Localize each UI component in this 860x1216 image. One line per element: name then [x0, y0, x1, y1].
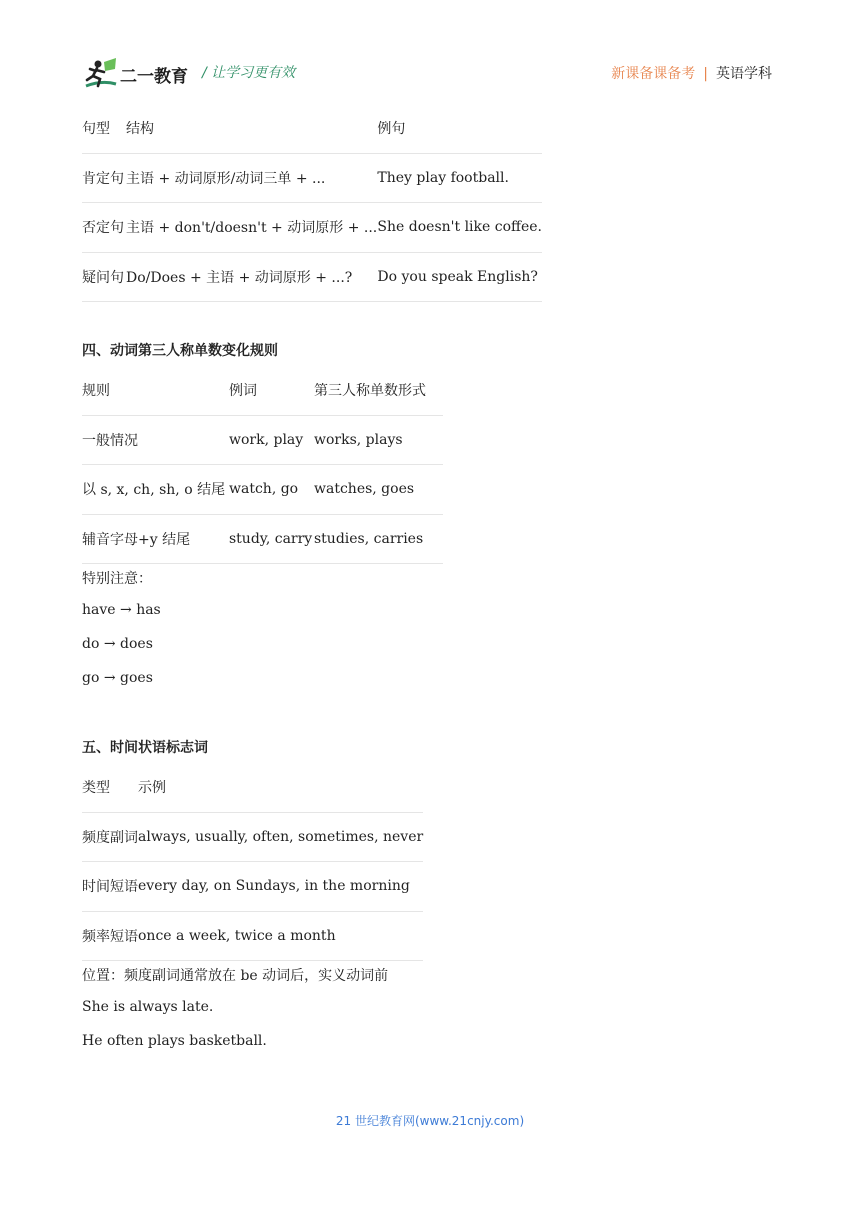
table-row: [82, 203, 542, 253]
table-header-row: [82, 104, 542, 153]
column-header: 类型: [82, 763, 138, 812]
brand-logo: [82, 56, 190, 90]
header-separator: |: [703, 66, 708, 82]
table-cell: 一般情况: [82, 415, 229, 465]
section-heading: 四、动词第三人称单数变化规则: [82, 343, 278, 359]
column-header: 例句: [377, 104, 542, 153]
table-cell: 肯定句: [82, 153, 126, 203]
note-item: do → does: [82, 636, 153, 652]
column-header: 规则: [82, 366, 229, 415]
column-header: 结构: [126, 104, 377, 153]
table-cell: study, carry: [229, 514, 314, 564]
table-row: [82, 514, 443, 564]
table-cell: 以 s, x, ch, sh, o 结尾: [82, 465, 229, 515]
table-cell: watch, go: [229, 465, 314, 515]
logo-text: 二一教育: [120, 67, 188, 87]
table-cell: 频度副词: [82, 812, 138, 862]
table-cell: Do you speak English?: [377, 252, 542, 302]
table-cell: 时间短语: [82, 862, 138, 912]
table-cell: 否定句: [82, 203, 126, 253]
column-header: 示例: [138, 763, 423, 812]
third-person-rules-table: [82, 366, 443, 564]
example-sentence: She is always late.: [82, 999, 214, 1015]
column-header: 第三人称单数形式: [314, 366, 443, 415]
table-cell: 频率短语: [82, 911, 138, 961]
table-row: [82, 153, 542, 203]
table-cell: watches, goes: [314, 465, 443, 515]
table-cell: They play football.: [377, 153, 542, 203]
column-header: 句型: [82, 104, 126, 153]
table-cell: 主语 + 动词原形/动词三单 + ...: [126, 153, 377, 203]
table-cell: work, play: [229, 415, 314, 465]
column-header: 例词: [229, 366, 314, 415]
table-cell: 疑问句: [82, 252, 126, 302]
table-row: [82, 252, 542, 302]
page-header: [82, 56, 772, 92]
section-heading: 五、时间状语标志词: [82, 740, 208, 756]
table-cell: 辅音字母+y 结尾: [82, 514, 229, 564]
slogan: / 让学习更有效: [202, 65, 296, 81]
example-sentence: He often plays basketball.: [82, 1033, 267, 1049]
sentence-type-table: [82, 104, 542, 302]
table-row: [82, 465, 443, 515]
table-cell: studies, carries: [314, 514, 443, 564]
table-row: [82, 415, 443, 465]
header-tag: 新课备课备考: [611, 66, 696, 82]
table-row: [82, 911, 423, 961]
table-header-row: [82, 763, 423, 812]
page-footer[interactable]: 21 世纪教育网(www.21cnjy.com): [335, 1114, 525, 1128]
note-item: have → has: [82, 602, 161, 618]
table-row: [82, 862, 423, 912]
note-item: go → goes: [82, 670, 153, 686]
table-header-row: [82, 366, 443, 415]
time-adverbial-table: [82, 763, 423, 961]
table-cell: always, usually, often, sometimes, never: [138, 812, 423, 862]
table-row: [82, 812, 423, 862]
note-title: 特别注意：: [82, 571, 152, 587]
table-cell: She doesn't like coffee.: [377, 203, 542, 253]
table-cell: Do/Does + 主语 + 动词原形 + ...?: [126, 252, 377, 302]
position-note: 位置：频度副词通常放在 be 动词后，实义动词前: [82, 968, 389, 984]
table-cell: every day, on Sundays, in the morning: [138, 862, 423, 912]
table-cell: works, plays: [314, 415, 443, 465]
table-cell: 主语 + don't/doesn't + 动词原形 + ...: [126, 203, 377, 253]
header-right: [611, 63, 772, 83]
table-cell: once a week, twice a month: [138, 911, 423, 961]
header-subject: 英语学科: [716, 66, 772, 82]
